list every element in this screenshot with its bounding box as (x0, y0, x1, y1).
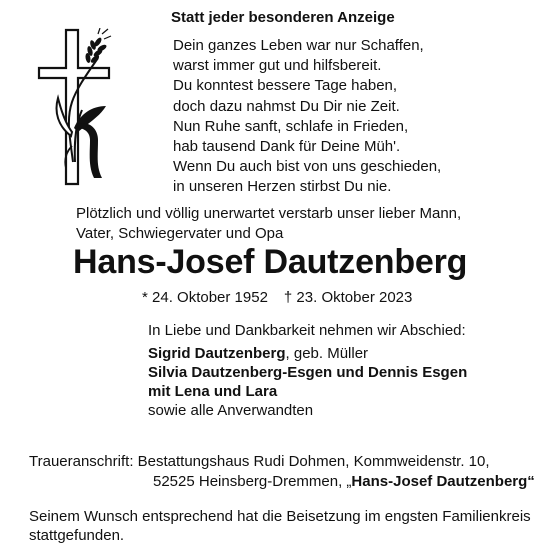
death-date: † 23. Oktober 2023 (283, 289, 413, 306)
family-line: sowie alle Anverwandten (148, 402, 314, 419)
address-quoted-name: Hans-Josef Dautzenberg (351, 473, 528, 490)
farewell-line: In Liebe und Dankbarkeit nehmen wir Abschied: (148, 322, 466, 339)
poem (173, 36, 441, 198)
cross-with-wheat-icon (36, 28, 112, 186)
poem-line: Nun Ruhe sanft, schlafe in Frieden, (173, 117, 409, 135)
announcement-line: Plötzlich und völlig unerwartet verstarb unser lieber Mann, (76, 205, 462, 222)
announcement-line: Vater, Schwiegervater und Opa (76, 225, 284, 242)
poem-line: Wenn Du auch bist von uns geschieden, (173, 158, 442, 176)
poem-line: in unseren Herzen stirbst Du nie. (173, 178, 392, 196)
poem-line: hab tausend Dank für Deine Müh'. (173, 138, 401, 156)
life-dates (142, 289, 412, 307)
poem-line: Du konntest bessere Tage haben, (173, 77, 398, 95)
mourning-address-line2 (153, 473, 535, 491)
address-city: 52525 Heinsberg-Dremmen, „ (153, 473, 352, 490)
poem-line: warst immer gut und hilfsbereit. (173, 57, 382, 75)
mourner-maiden-name: , geb. Müller (285, 345, 369, 362)
mourner-name: Sigrid Dautzenberg (148, 345, 286, 362)
family-line: Silvia Dautzenberg-Esgen und Dennis Esgen (148, 364, 468, 381)
deceased-name: Hans-Josef Dautzenberg (73, 243, 468, 281)
family-line (148, 345, 368, 363)
address-quote-close: “ (527, 473, 535, 490)
poem-line: Dein ganzes Leben war nur Schaffen, (173, 37, 424, 54)
family-line: mit Lena und Lara (148, 383, 278, 400)
header-line: Statt jeder besonderen Anzeige (171, 9, 395, 26)
mourning-address: Traueranschrift: Bestattungshaus Rudi Dohmen, Kommweidenstr. 10, (29, 453, 490, 470)
closing-note: stattgefunden. (29, 527, 125, 544)
birth-date: * 24. Oktober 1952 (142, 289, 268, 306)
poem-line: doch dazu nahmst Du Dir nie Zeit. (173, 97, 400, 115)
closing-note: Seinem Wunsch entsprechend hat die Beisetzung im engsten Familienkreis (29, 508, 531, 525)
